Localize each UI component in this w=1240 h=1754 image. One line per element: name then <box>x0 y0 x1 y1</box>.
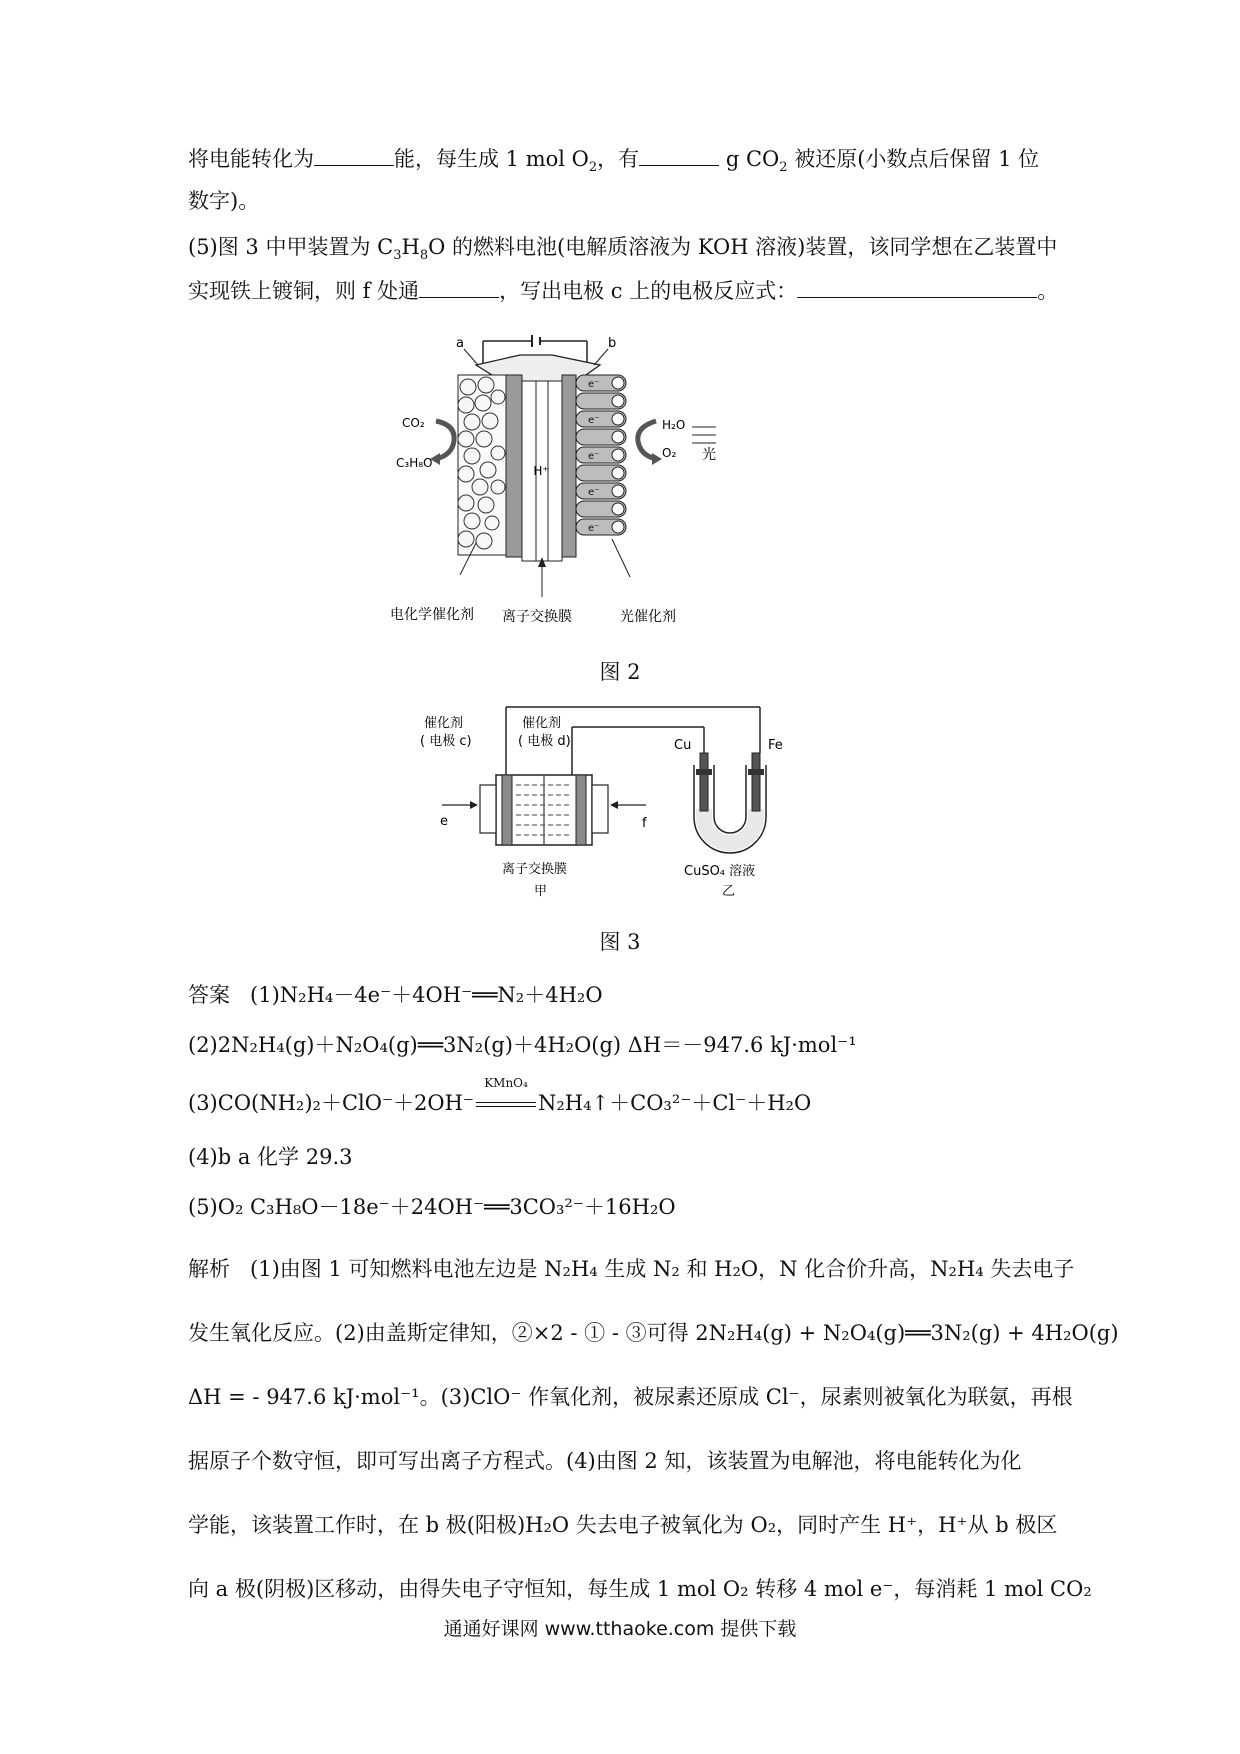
answer-5: (5)O₂ C₃H₈O－18e⁻＋24OH⁻══3CO₃²⁻＋16H₂O <box>188 1195 676 1219</box>
fig3-label-e: e <box>440 814 448 829</box>
text-seg: g CO <box>719 147 780 171</box>
answer-2: (2)2N₂H₄(g)＋N₂O₄(g)══3N₂(g)＋4H₂O(g) ΔH＝－947.6 kJ·mol⁻¹ <box>188 1033 857 1057</box>
analysis-line-6 <box>188 1574 1092 1604</box>
text-seg: 将电能转化为 <box>188 147 314 171</box>
analysis-text: ΔH = - 947.6 kJ·mol⁻¹。(3)ClO⁻ 作氧化剂，被尿素还原成 Cl⁻，尿素则被氧化为联氨，再根 <box>188 1385 1073 1409</box>
analysis-title: 解析 <box>188 1257 230 1281</box>
fig3-membrane-label: 离子交换膜 <box>502 862 568 877</box>
text-seg: 被还原(小数点后保留 1 位 <box>787 147 1040 171</box>
analysis-line-3 <box>188 1382 1073 1412</box>
figure-3-fuel-cell-diagram <box>420 705 820 905</box>
answer-3-right: N₂H₄↑＋CO₃²⁻＋Cl⁻＋H₂O <box>538 1091 812 1115</box>
text-seg: 数字)。 <box>188 189 260 213</box>
question-q4-tail-line2 <box>188 186 1064 216</box>
text-seg: 能，每生成 1 mol O <box>394 147 589 171</box>
fig2-label-b: b <box>608 336 617 351</box>
fig2-co2-label: CO₂ <box>402 416 425 430</box>
analysis-line-1 <box>188 1254 1075 1284</box>
text-seg: H <box>401 235 420 259</box>
equation-condition <box>474 1076 538 1118</box>
answer-line-5 <box>188 1192 1064 1222</box>
fig3-jia-label: 甲 <box>534 884 548 899</box>
analysis-text: 据原子个数守恒，即可写出离子方程式。(4)由图 2 知，该装置为电解池，将电能转化为化 <box>188 1449 1022 1473</box>
analysis-text: (1)由图 1 可知燃料电池左边是 N₂H₄ 生成 N₂ 和 H₂O，N 化合价升高，N₂H₄ 失去电子 <box>250 1257 1075 1281</box>
answer-1: (1)N₂H₄－4e⁻＋4OH⁻══N₂＋4H₂O <box>250 983 603 1007</box>
fig3-label-f: f <box>642 816 647 831</box>
text-seg: ，写出电极 c 上的电极反应式： <box>499 279 798 303</box>
subscript: 2 <box>779 160 788 176</box>
text-seg: (5)图 3 中甲装置为 C <box>188 235 394 259</box>
fig3-catalyst-c-line1: 催化剂 <box>424 716 464 731</box>
electron-label: e⁻ <box>588 487 600 498</box>
fig3-cu-label: Cu <box>674 738 692 753</box>
electron-label: e⁻ <box>588 415 600 426</box>
answer-4: (4)b a 化学 29.3 <box>188 1145 353 1169</box>
text-seg: ，有 <box>597 147 640 171</box>
figure-2-electrolysis-diagram <box>380 335 820 635</box>
fig2-membrane-label: 离子交换膜 <box>502 609 572 625</box>
fig2-label-a: a <box>456 336 464 351</box>
text-seg: 。 <box>1037 279 1059 303</box>
fig3-catalyst-d-line1: 催化剂 <box>522 716 562 731</box>
subscript: 2 <box>588 160 598 176</box>
equals-sign <box>476 1102 536 1107</box>
fig3-catalyst-c-line2: ( 电极 c) <box>420 734 472 749</box>
analysis-line-5 <box>188 1510 1064 1540</box>
page-footer: 通通好课网 www.tthaoke.com 提供下载 <box>443 1618 797 1640</box>
fig3-fe-label: Fe <box>768 738 783 753</box>
fig3-yi-label: 乙 <box>722 884 736 899</box>
fig2-light-label: 光 <box>702 447 716 463</box>
figure-3-caption: 图 3 <box>599 930 641 954</box>
analysis-line-2 <box>188 1318 1119 1348</box>
answer-line-3 <box>188 1076 1064 1118</box>
fig2-h2o-label: H₂O <box>662 418 686 432</box>
fig3-solution-label: CuSO₄ 溶液 <box>684 864 756 879</box>
question-q5-line1 <box>188 232 1064 271</box>
fig2-c3h8o-label: C₃H₈O <box>396 456 433 470</box>
answer-title: 答案 <box>188 983 230 1007</box>
fig2-o2-label: O₂ <box>662 446 677 460</box>
analysis-text: 向 a 极(阴极)区移动，由得失电子守恒知，每生成 1 mol O₂ 转移 4 mol e⁻，每消耗 1 mol CO₂ <box>188 1577 1092 1601</box>
question-q4-tail-line1 <box>188 144 1064 183</box>
answer-blank[interactable] <box>419 277 499 298</box>
subscript: 3 <box>393 248 402 264</box>
answer-blank[interactable] <box>797 277 1037 298</box>
answer-line-2 <box>188 1030 1064 1060</box>
question-q5-line2 <box>188 276 1064 306</box>
analysis-text: 学能，该装置工作时，在 b 极(阳极)H₂O 失去电子被氧化为 O₂，同时产生 H⁺，H⁺从 b 极区 <box>188 1513 1058 1537</box>
fig2-hplus-label: H⁺ <box>533 464 549 478</box>
electron-label: e⁻ <box>588 523 600 534</box>
answer-3-left: (3)CO(NH₂)₂＋ClO⁻＋2OH⁻ <box>188 1091 475 1115</box>
analysis-line-4 <box>188 1446 1064 1476</box>
answer-blank[interactable] <box>639 145 719 166</box>
electron-label: e⁻ <box>588 451 600 462</box>
text-seg: O 的燃料电池(电解质溶液为 KOH 溶液)装置，该同学想在乙装置中 <box>428 235 1058 259</box>
text-seg: 实现铁上镀铜，则 f 处通 <box>188 279 420 303</box>
fig2-right-catalyst-label: 光催化剂 <box>620 609 676 625</box>
fig3-catalyst-d-line2: ( 电极 d) <box>518 734 571 749</box>
figure-2-caption: 图 2 <box>599 660 641 684</box>
subscript: 8 <box>419 248 429 264</box>
analysis-text: 发生氧化反应。(2)由盖斯定律知，②×2 - ① - ③可得 2N₂H₄(g) + N₂O₄(g)══3N₂(g) + 4H₂O(g) <box>188 1321 1119 1345</box>
answer-line-4 <box>188 1142 1064 1172</box>
answer-line-1 <box>188 980 1064 1010</box>
answer-blank[interactable] <box>314 145 394 166</box>
fig2-left-catalyst-label: 电化学催化剂 <box>390 607 474 623</box>
condition-label: KMnO₄ <box>484 1076 528 1090</box>
electron-label: e⁻ <box>588 379 600 390</box>
